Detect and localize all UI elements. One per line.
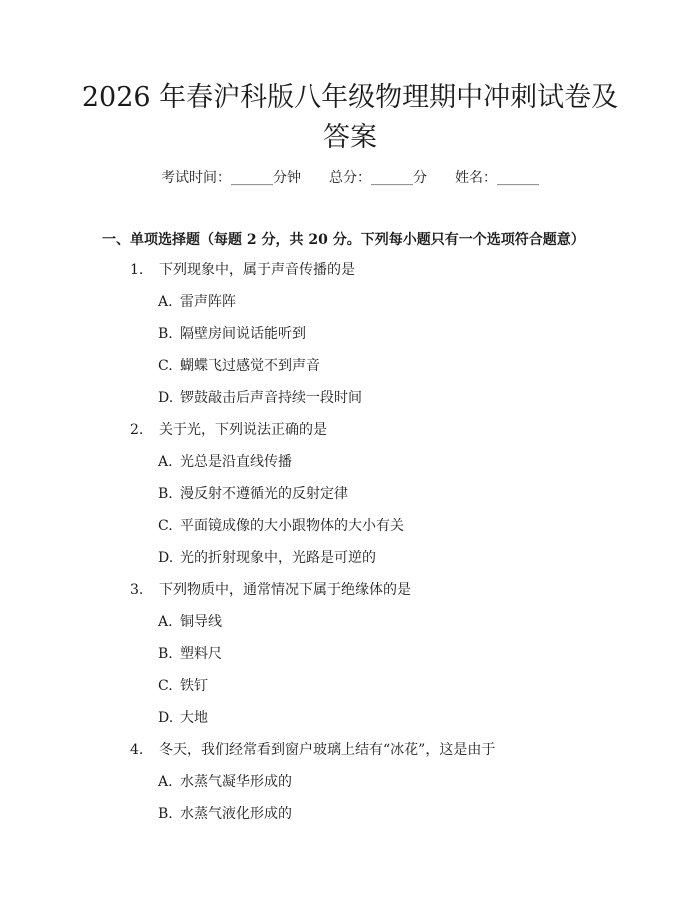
question-3: [130, 579, 630, 601]
option-letter: A.: [158, 614, 173, 630]
option-text: 隔壁房间说话能听到: [180, 326, 306, 342]
option-3b: [158, 643, 618, 665]
title-line-2: 答案: [323, 122, 377, 153]
option-3a: [158, 611, 618, 633]
option-letter: C.: [158, 358, 173, 374]
option-text: 铁钉: [180, 678, 208, 694]
question-text: 下列物质中，通常情况下属于绝缘体的是: [159, 582, 411, 598]
option-1d: [158, 387, 618, 409]
question-4: [130, 739, 630, 761]
question-2: [130, 419, 630, 441]
question-number: 2.: [130, 422, 144, 438]
option-letter: A.: [158, 294, 173, 310]
option-2a: [158, 451, 618, 473]
question-text: 冬天，我们经常看到窗户玻璃上结有“冰花”，这是由于: [159, 742, 496, 758]
option-2b: [158, 483, 618, 505]
option-text: 塑料尺: [180, 646, 222, 662]
option-text: 平面镜成像的大小跟物体的大小有关: [180, 518, 404, 534]
option-text: 雷声阵阵: [180, 294, 236, 310]
option-letter: D.: [158, 710, 174, 726]
option-2c: [158, 515, 618, 537]
option-letter: B.: [158, 646, 173, 662]
option-1c: [158, 355, 618, 377]
option-letter: D.: [158, 390, 174, 406]
title-line-1: 2026 年春沪科版八年级物理期中冲刺试卷及: [81, 82, 619, 113]
exam-meta: [0, 167, 700, 189]
option-text: 水蒸气凝华形成的: [180, 774, 292, 790]
option-1a: [158, 291, 618, 313]
question-1: [130, 259, 630, 281]
option-text: 光总是沿直线传播: [180, 454, 292, 470]
option-4b: [158, 803, 618, 825]
option-text: 铜导线: [180, 614, 222, 630]
option-letter: B.: [158, 806, 173, 822]
question-number: 4.: [130, 742, 144, 758]
option-letter: C.: [158, 518, 173, 534]
option-text: 漫反射不遵循光的反射定律: [180, 486, 348, 502]
option-3c: [158, 675, 618, 697]
option-3d: [158, 707, 618, 729]
option-4a: [158, 771, 618, 793]
page-title: [60, 78, 640, 158]
option-text: 锣鼓敲击后声音持续一段时间: [180, 390, 362, 406]
option-text: 大地: [180, 710, 208, 726]
question-number: 3.: [130, 582, 144, 598]
option-letter: A.: [158, 454, 173, 470]
option-letter: A.: [158, 774, 173, 790]
exam-time: 考试时间：______分钟: [161, 170, 301, 186]
question-text: 下列现象中，属于声音传播的是: [159, 262, 355, 278]
question-text: 关于光，下列说法正确的是: [159, 422, 327, 438]
option-letter: D.: [158, 550, 174, 566]
option-letter: B.: [158, 326, 173, 342]
section-heading: 一、单项选择题（每题 2 分，共 20 分。下列每小题只有一个选项符合题意）: [102, 232, 585, 248]
option-text: 水蒸气液化形成的: [180, 806, 292, 822]
option-text: 光的折射现象中，光路是可逆的: [180, 550, 376, 566]
option-2d: [158, 547, 618, 569]
option-letter: B.: [158, 486, 173, 502]
total-score: 总分：______分: [329, 170, 427, 186]
option-text: 蝴蝶飞过感觉不到声音: [180, 358, 320, 374]
student-name: 姓名：______: [455, 170, 539, 186]
question-number: 1.: [130, 262, 144, 278]
option-letter: C.: [158, 678, 173, 694]
option-1b: [158, 323, 618, 345]
